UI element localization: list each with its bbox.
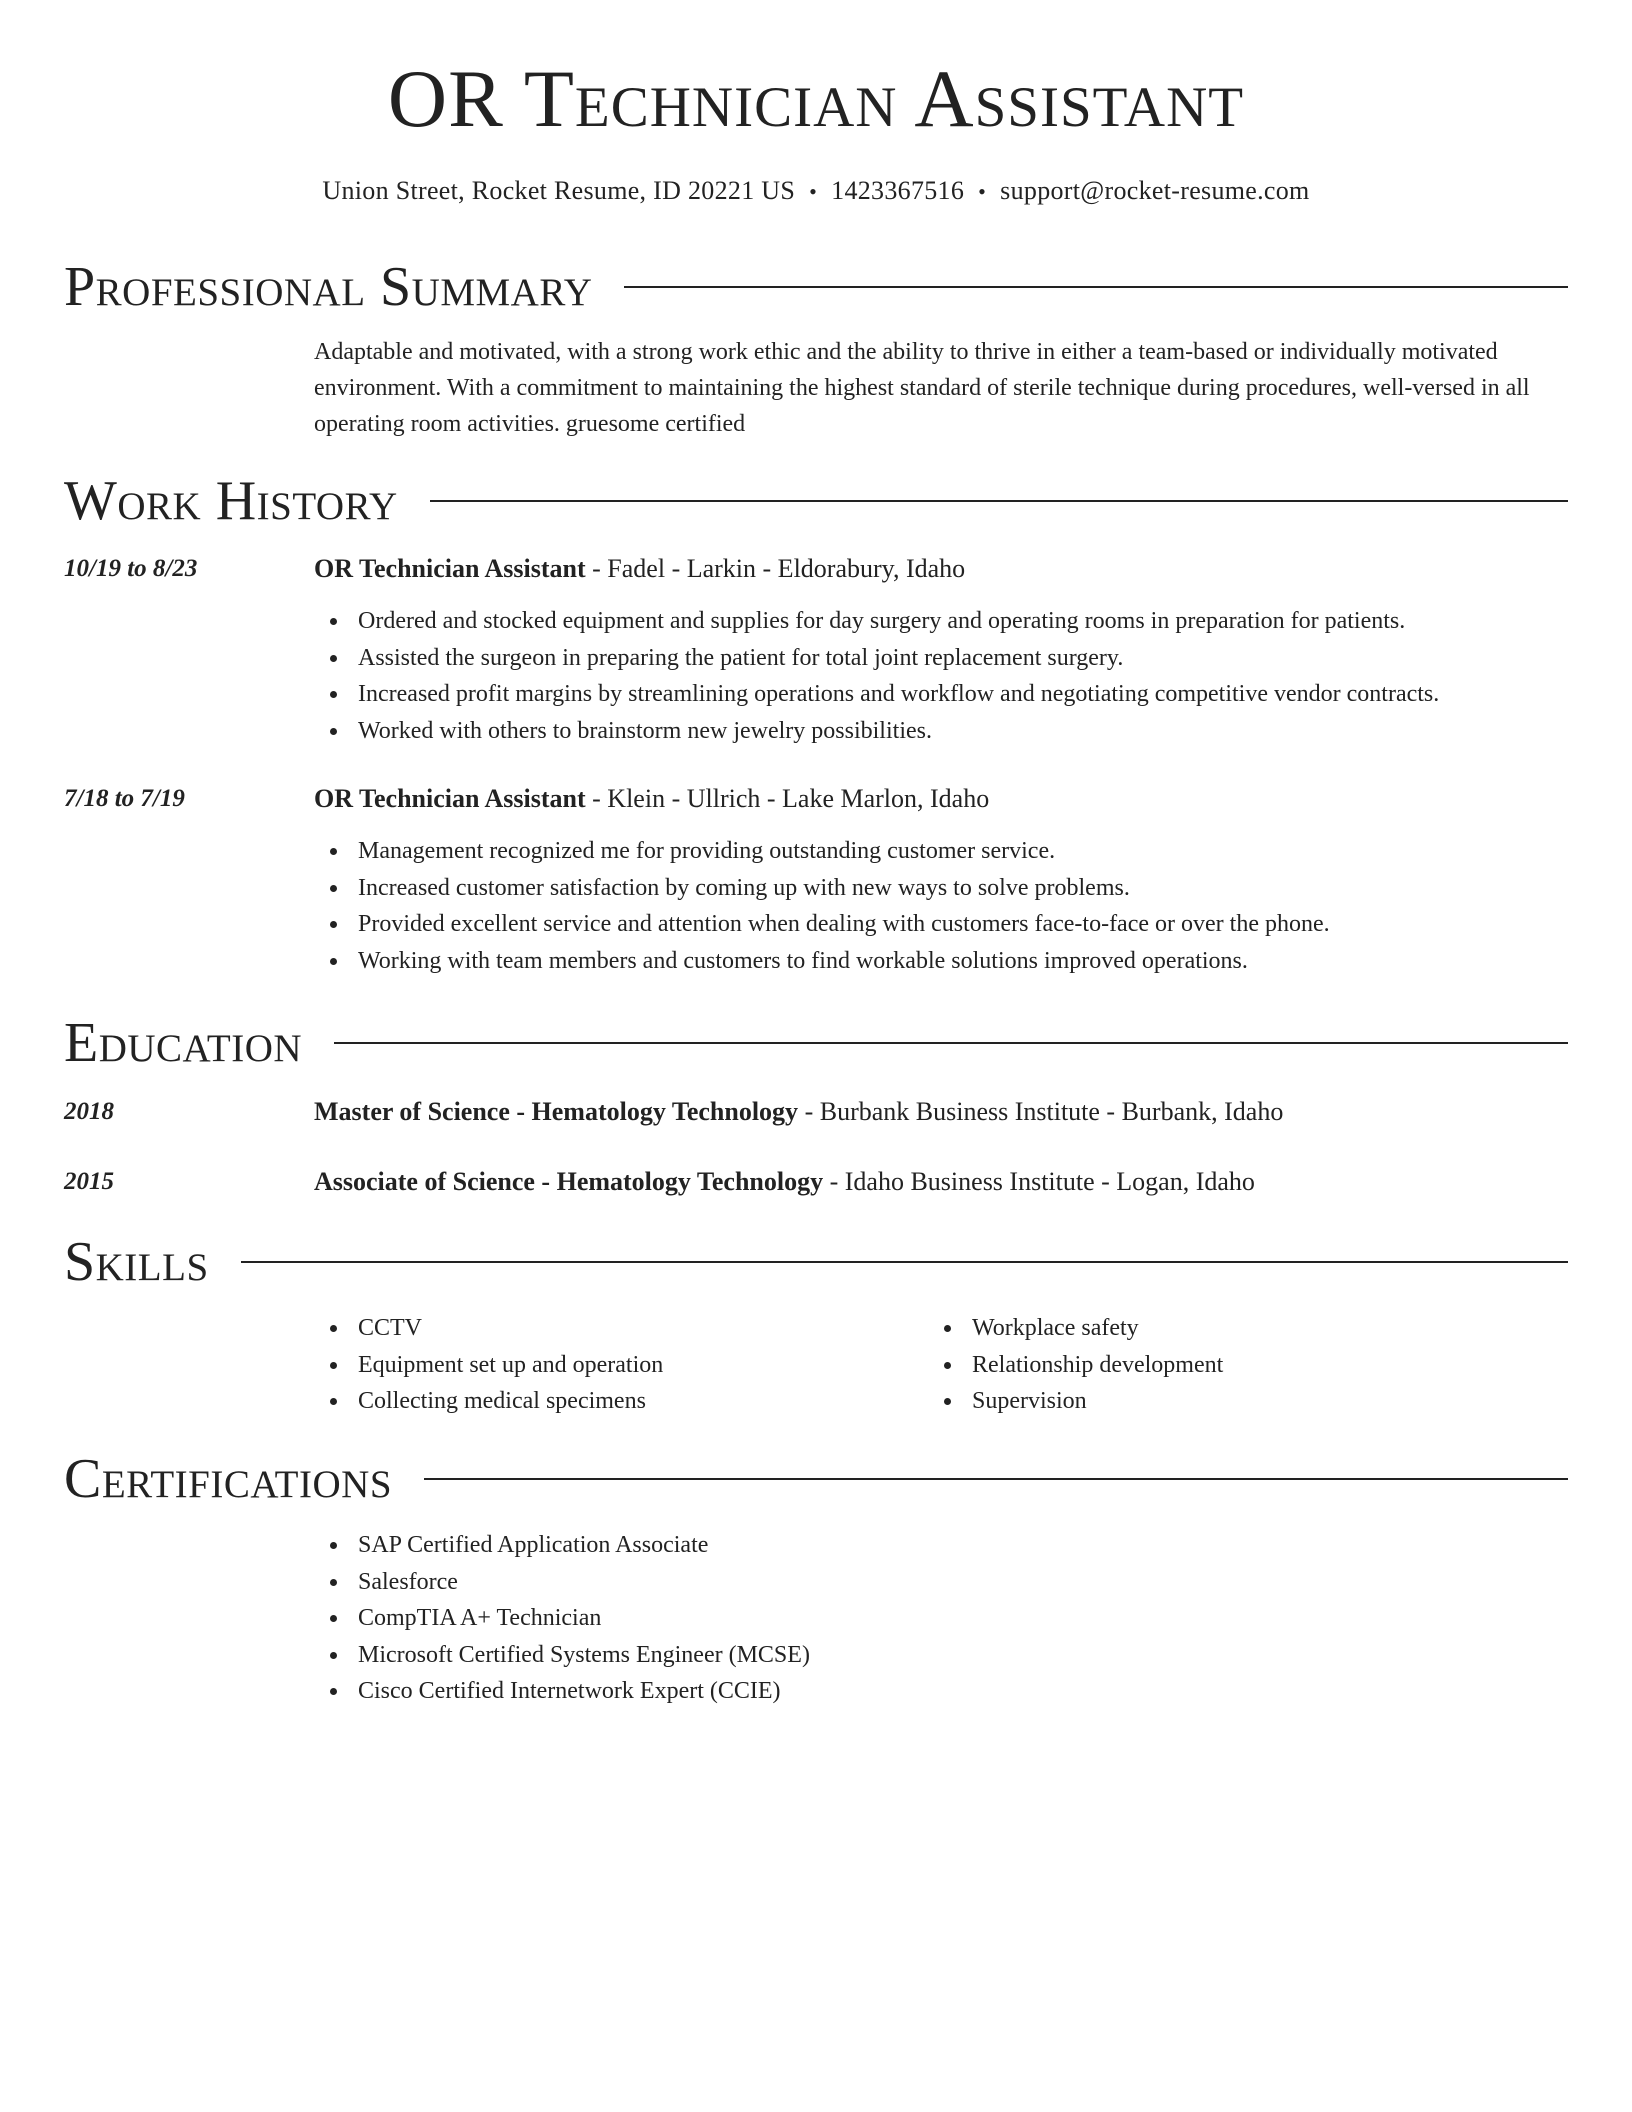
section-title-summary: Professional Summary (64, 256, 593, 318)
section-title-certifications: Certifications (64, 1448, 393, 1510)
job-title: OR Technician Assistant (314, 784, 586, 813)
skill-item: CCTV (314, 1310, 663, 1347)
section-divider (241, 1261, 1568, 1263)
skills-list-left (314, 1310, 663, 1420)
section-title-work: Work History (64, 470, 398, 532)
education-degree: Associate of Science - Hematology Technology (314, 1167, 824, 1196)
job-bullet: Increased customer satisfaction by coming up with new ways to solve problems. (314, 870, 1330, 907)
job-dates: 7/18 to 7/19 (64, 785, 185, 812)
section-header-education (64, 1012, 1568, 1074)
job-bullet: Increased profit margins by streamlining operations and workflow and negotiating competitive vendor contracts. (314, 676, 1439, 713)
education-heading (314, 1094, 1283, 1130)
contact-phone: 1423367516 (831, 176, 965, 205)
section-title-education: Education (64, 1012, 303, 1074)
section-header-certifications (64, 1448, 1568, 1510)
job-bullets (314, 833, 1330, 979)
job-title: OR Technician Assistant (314, 554, 586, 583)
education-year: 2018 (64, 1098, 114, 1125)
job-heading (314, 781, 989, 817)
certification-item: Cisco Certified Internetwork Expert (CCIE) (314, 1673, 810, 1710)
section-divider (430, 500, 1568, 502)
section-title-skills: Skills (64, 1231, 209, 1293)
contact-line (0, 174, 1632, 209)
job-heading (314, 551, 965, 587)
skills-list-right (928, 1310, 1223, 1420)
job-details: - Klein - Ullrich - Lake Marlon, Idaho (585, 784, 990, 813)
job-dates: 10/19 to 8/23 (64, 555, 198, 582)
contact-separator: • (978, 179, 987, 204)
job-bullet: Provided excellent service and attention when dealing with customers face-to-face or over the phone. (314, 906, 1330, 943)
job-bullet: Assisted the surgeon in preparing the patient for total joint replacement surgery. (314, 640, 1439, 677)
section-divider (424, 1478, 1568, 1480)
contact-separator: • (809, 179, 818, 204)
skill-item: Workplace safety (928, 1310, 1223, 1347)
education-details: - Burbank Business Institute - Burbank, Idaho (798, 1097, 1284, 1126)
section-header-skills (64, 1231, 1568, 1293)
section-divider (624, 286, 1568, 288)
skill-item: Equipment set up and operation (314, 1347, 663, 1384)
job-bullet: Worked with others to brainstorm new jewelry possibilities. (314, 713, 1439, 750)
contact-email: support@rocket-resume.com (1000, 176, 1310, 205)
job-bullets (314, 603, 1439, 749)
section-divider (334, 1042, 1568, 1044)
resume-title: OR Technician Assistant (387, 53, 1245, 144)
contact-address: Union Street, Rocket Resume, ID 20221 US (322, 176, 796, 205)
education-degree: Master of Science - Hematology Technology (314, 1097, 799, 1126)
job-bullet: Management recognized me for providing outstanding customer service. (314, 833, 1330, 870)
education-details: - Idaho Business Institute - Logan, Idaho (823, 1167, 1255, 1196)
certification-item: Microsoft Certified Systems Engineer (MCSE) (314, 1637, 810, 1674)
skill-item: Collecting medical specimens (314, 1383, 663, 1420)
job-details: - Fadel - Larkin - Eldorabury, Idaho (585, 554, 966, 583)
job-bullet: Working with team members and customers to find workable solutions improved operations. (314, 943, 1330, 980)
education-heading (314, 1164, 1255, 1200)
certification-item: CompTIA A+ Technician (314, 1600, 810, 1637)
certifications-list (314, 1527, 810, 1710)
certification-item: SAP Certified Application Associate (314, 1527, 810, 1564)
section-header-summary (64, 256, 1568, 318)
skill-item: Supervision (928, 1383, 1223, 1420)
certification-item: Salesforce (314, 1564, 810, 1601)
skill-item: Relationship development (928, 1347, 1223, 1384)
section-header-work (64, 470, 1568, 532)
summary-text: Adaptable and motivated, with a strong work ethic and the ability to thrive in either a team-based or individually motivated environment. With a commitment to maintaining the highest standard of sterile technique during procedures, well-versed in all operating room activities. gruesome certified (314, 339, 1530, 437)
education-year: 2015 (64, 1168, 114, 1195)
job-bullet: Ordered and stocked equipment and supplies for day surgery and operating rooms in preparation for patients. (314, 603, 1439, 640)
